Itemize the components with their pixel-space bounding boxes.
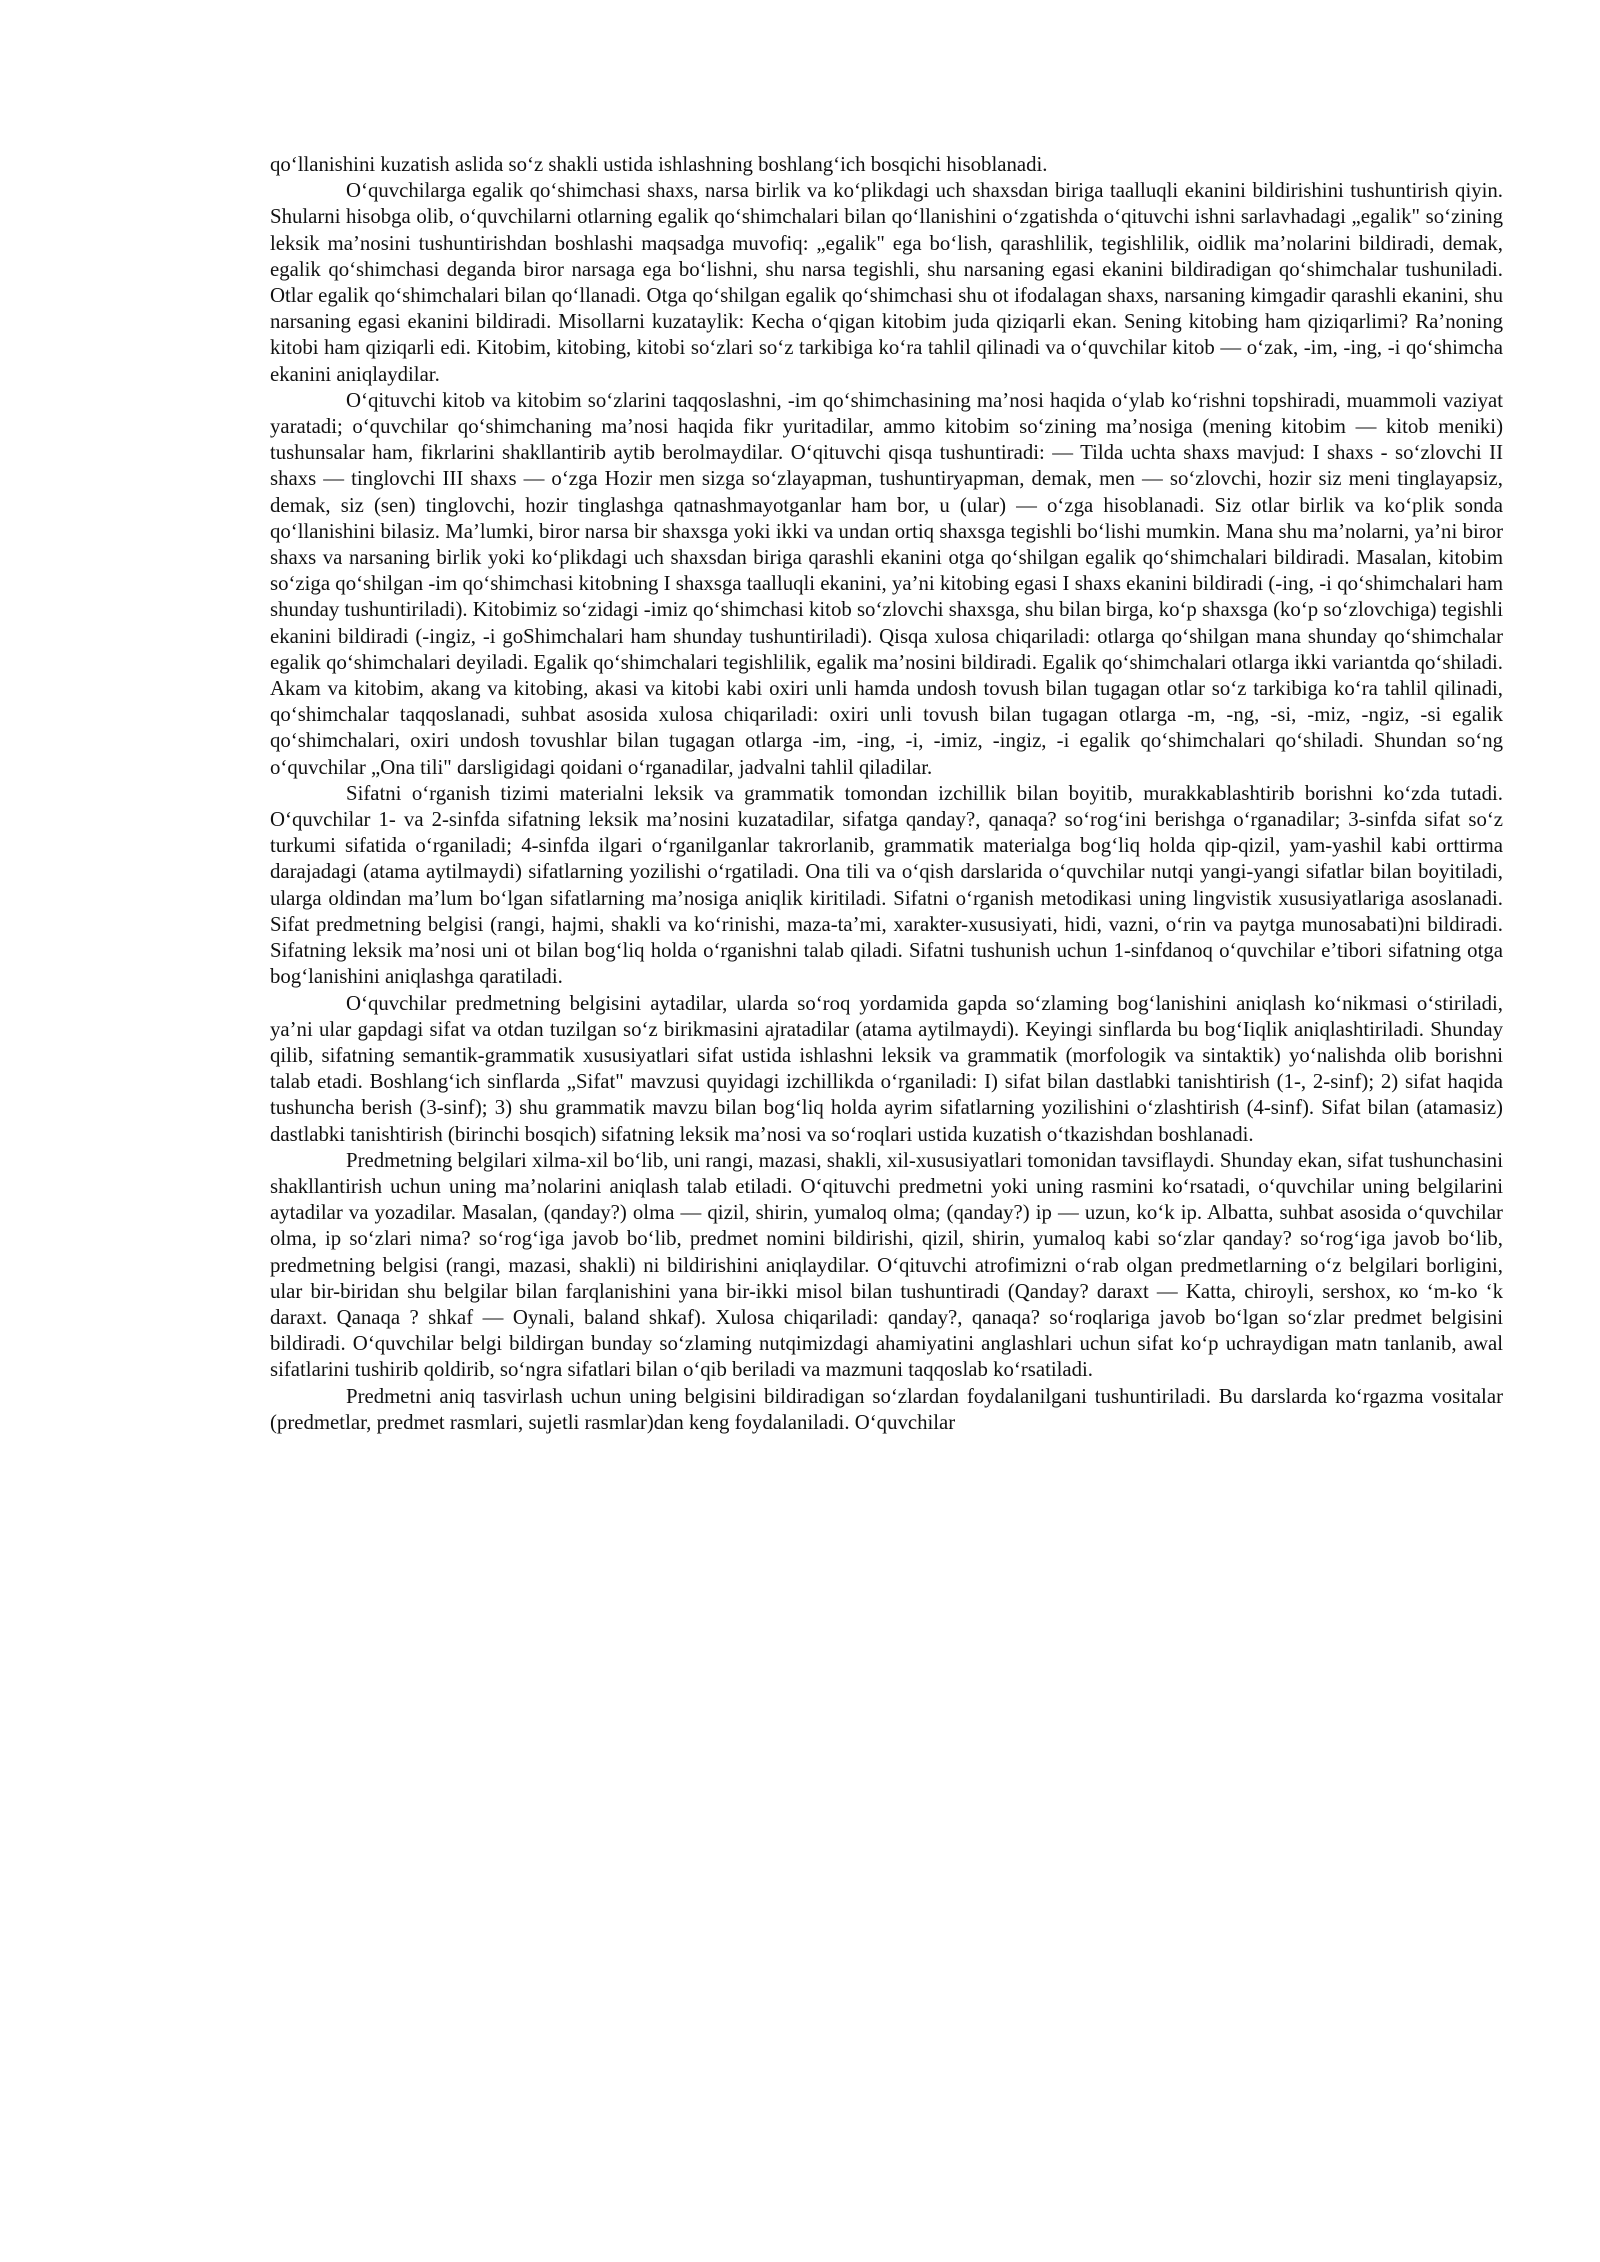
document-page [270, 152, 1503, 1436]
paragraph-6: Predmetning belgilari xilma-xil bo‘lib, uni rangi, mazasi, shakli, xil-xususiyatlari tomonidan tavsiflaydi. Shunday ekan, sifat tushunchasini shakllantirish uchun uning ma’nolarini aniqlash talab etiladi. O‘qituvchi predmetni yoki uning rasmini ko‘rsatadi, o‘quvchilar uning belgilarini aytadilar va yozadilar. Masalan, (qanday?) olma — qizil, shirin, yumaloq olma; (qanday?) ip — uzun, ko‘k ip. Albatta, suhbat asosida o‘quvchilar olma, ip so‘zlari nima? so‘rog‘iga javob bo‘lib, predmet nomini bildirishi, qizil, shirin, yumaloq kabi so‘zlar qanday? so‘rog‘iga javob bo‘lib, predmetning belgisi (rangi, mazasi, shakli) ni bildirishini aniqlaydilar. O‘qituvchi atrofimizni o‘rab olgan predmetlarning o‘z belgilari borligini, ular bir-biridan shu belgilar bilan farqlanishini yana bir-ikki misol bilan tushuntiradi (Qanday? daraxt — Katta, chiroyli, sershox, ко ‘m-ko ‘k daraxt. Qanaqa ? shkaf — Oynali, baland shkaf). Xulosa chiqariladi: qanday?, qanaqa? so‘roqlariga javob bo‘lgan so‘zlar predmet belgisini bildiradi. O‘quvchilar belgi bildirgan bunday so‘zlaming nutqimizdagi ahamiyatini anglashlari uchun sifat ko‘p uchraydigan matn tanlanib, awal sifatlarini tushirib qoldirib, so‘ngra sifatlari bilan o‘qib beriladi va mazmuni taqqoslab ko‘rsatiladi. [270, 1148, 1503, 1382]
paragraph-1: qo‘llanishini kuzatish aslida so‘z shakli ustida ishlashning boshlang‘ich bosqichi hisoblanadi. [270, 153, 1048, 176]
paragraph-5: O‘quvchilar predmetning belgisini aytadilar, ularda so‘roq yordamida gapda so‘zlaming bog‘lanishini aniqlash ko‘nikmasi o‘stiriladi, ya’ni ular gapdagi sifat va otdan tuzilgan so‘z birikmasini ajratadilar (atama aytilmaydi). Keyingi sinflarda bu bog‘Iiqlik aniqlashtiriladi. Shunday qilib, sifatning semantik-grammatik xususiyatlari sifat ustida ishlashni leksik va grammatik (morfologik va sintaktik) yo‘nalishda olib borishni talab etadi. Boshlang‘ich sinflarda „Sifat" mavzusi quyidagi izchillikda o‘rganiladi: I) sifat bilan dastlabki tanishtirish (1-, 2-sinf); 2) sifat haqida tushuncha berish (3-sinf); 3) shu grammatik mavzu bilan bog‘liq holda ayrim sifatlarning yozilishini o‘zlashtirish (4-sinf). Sifat bilan (atamasiz) dastlabki tanishtirish (birinchi bosqich) sifatning leksik ma’nosi va so‘roqlari ustida kuzatish o‘tkazishdan boshlanadi. [270, 991, 1503, 1146]
paragraph-7: Predmetni aniq tasvirlash uchun uning belgisini bildiradigan so‘zlardan foydalanilgani tushuntiriladi. Bu darslarda ko‘rgazma vositalar (predmetlar, predmet rasmlari, sujetli rasmlar)dan keng foydalaniladi. O‘quvchilar [270, 1384, 1503, 1434]
paragraph-2: O‘quvchilarga egalik qo‘shimchasi shaxs, narsa birlik va ko‘plikdagi uch shaxsdan biriga taalluqli ekanini bildirishini tushuntirish qiyin. Shularni hisobga olib, o‘quvchilarni otlarning egalik qo‘shimchalari bilan qo‘llanishini o‘zgatishda o‘qituvchi ishni sarlavhadagi „egalik" so‘zining leksik ma’nosini tushuntirishdan boshlashi maqsadga muvofiq: „egalik" ega bo‘lish, qarashlilik, tegishlilik, oidlik ma’nolarini bildiradi, demak, egalik qo‘shimchasi deganda biror narsaga ega bo‘lishni, shu narsa tegishli, shu narsaning egasi ekanini bildiradigan qo‘shimchalar tushuniladi. Otlar egalik qo‘shimchalari bilan qo‘llanadi. Otga qo‘shilgan egalik qo‘shimchasi shu ot ifodalagan shaxs, narsaning kimgadir qarashli ekanini, shu narsaning egasi ekanini bildiradi. Misollarni kuzataylik: Kecha o‘qigan kitobim juda qiziqarli ekan. Sening kitobing ham qiziqarlimi? Ra’noning kitobi ham qiziqarli edi. Kitobim, kitobing, kitobi so‘zlari so‘z tarkibiga ko‘ra tahlil qilinadi va o‘quvchilar kitob — o‘zak, -im, -ing, -i qo‘shimcha ekanini aniqlaydilar. [270, 179, 1503, 386]
paragraph-4: Sifatni o‘rganish tizimi materialni leksik va grammatik tomondan izchillik bilan boyitib, murakkablashtirib borishni ko‘zda tutadi. O‘quvchilar 1- va 2-sinfda sifatning leksik ma’nosini kuzatadilar, sifatga qanday?, qanaqa? so‘rog‘ini berishga o‘rganadilar; 3-sinfda sifat so‘z turkumi sifatida o‘rganiladi; 4-sinfda ilgari o‘rganilganlar takrorlanib, grammatik materialga bog‘liq holda qip-qizil, yam-yashil kabi orttirma darajadagi (atama aytilmaydi) sifatlarning yozilishi o‘rgatiladi. Ona tili va o‘qish darslarida o‘quvchilar nutqi yangi-yangi sifatlar bilan boyitiladi, ularga oldindan ma’lum bo‘lgan sifatlarning ma’nosiga aniqlik kiritiladi. Sifatni o‘rganish metodikasi uning lingvistik xususiyatlariga asoslanadi. Sifat predmetning belgisi (rangi, hajmi, shakli va ko‘rinishi, maza-ta’mi, xarakter-xususiyati, hidi, vazni, o‘rin va paytga munosabati)ni bildiradi. Sifatning leksik ma’nosi uni ot bilan bog‘liq holda o‘rganishni talab qiladi. Sifatni tushunish uchun 1-sinfdanoq o‘quvchilar e’tibori sifatning otga bog‘lanishini aniqlashga qaratiladi. [270, 781, 1503, 989]
paragraph-3: O‘qituvchi kitob va kitobim so‘zlarini taqqoslashni, -im qo‘shimchasining ma’nosi haqida o‘ylab ko‘rishni topshiradi, muammoli vaziyat yaratadi; o‘quvchilar qo‘shimchaning ma’nosi haqida fikr yuritadilar, ammo kitobim so‘zining ma’nosiga (mening kitobim — kitob meniki) tushunsalar ham, fikrlarini shakllantirib aytib berolmaydilar. O‘qituvchi qisqa tushuntiradi: — Tilda uchta shaxs mavjud: I shaxs - so‘zlovchi II shaxs — tinglovchi III shaxs — o‘zga Hozir men sizga so‘zlayapman, tushuntiryapman, demak, men — so‘zlovchi, hozir siz meni tinglayapsiz, demak, siz (sen) tinglovchi, hozir tinglashga qatnashmayotganlar ham bor, u (ular) — o‘zga hisoblanadi. Siz otlar birlik va ko‘plik sonda qo‘llanishini bilasiz. Ma’lumki, biror narsa bir shaxsga yoki ikki va undan ortiq shaxsga tegishli bo‘lishi mumkin. Mana shu ma’nolarni, ya’ni biror shaxs va narsaning birlik yoki ko‘plikdagi uch shaxsdan biriga qarashli ekanini otga qo‘shilgan egalik qo‘shimchalari bildiradi. Masalan, kitobim so‘ziga qo‘shilgan -im qo‘shimchasi kitobning I shaxsga taalluqli ekanini, ya’ni kitobing egasi I shaxs ekanini bildiradi (-ing, -i qo‘shimchalari ham shunday tushuntiriladi). Kitobimiz so‘zidagi -imiz qo‘shimchasi kitob so‘zlovchi shaxsga, shu bilan birga, ko‘p shaxsga (ko‘p so‘zlovchiga) tegishli ekanini bildiradi (-ingiz, -i goShimchalari ham shunday tushuntiriladi). Qisqa xulosa chiqariladi: otlarga qo‘shilgan mana shunday qo‘shimchalar egalik qo‘shimchalari deyiladi. Egalik qo‘shimchalari tegishlilik, egalik ma’nosini bildiradi. Egalik qo‘shimchalari otlarga ikki variantda qo‘shiladi. Akam va kitobim, akang va kitobing, akasi va kitobi kabi oxiri unli hamda undosh tovush bilan tugagan otlar so‘z tarkibiga ko‘ra tahlil qilinadi, qo‘shimchalar taqqoslanadi, suhbat asosida xulosa chiqariladi: oxiri unli tovush bilan tugagan otlarga -m, -ng, -si, -miz, -ngiz, -si egalik qo‘shimchalari, oxiri undosh tovushlar bilan tugagan otlarga -im, -ing, -i, -imiz, -ingiz, -i egalik qo‘shimchalari qo‘shiladi. Shundan so‘ng o‘quvchilar „Ona tili" darsligidagi qoidani o‘rganadilar, jadvalni tahlil qiladilar. [270, 388, 1503, 779]
